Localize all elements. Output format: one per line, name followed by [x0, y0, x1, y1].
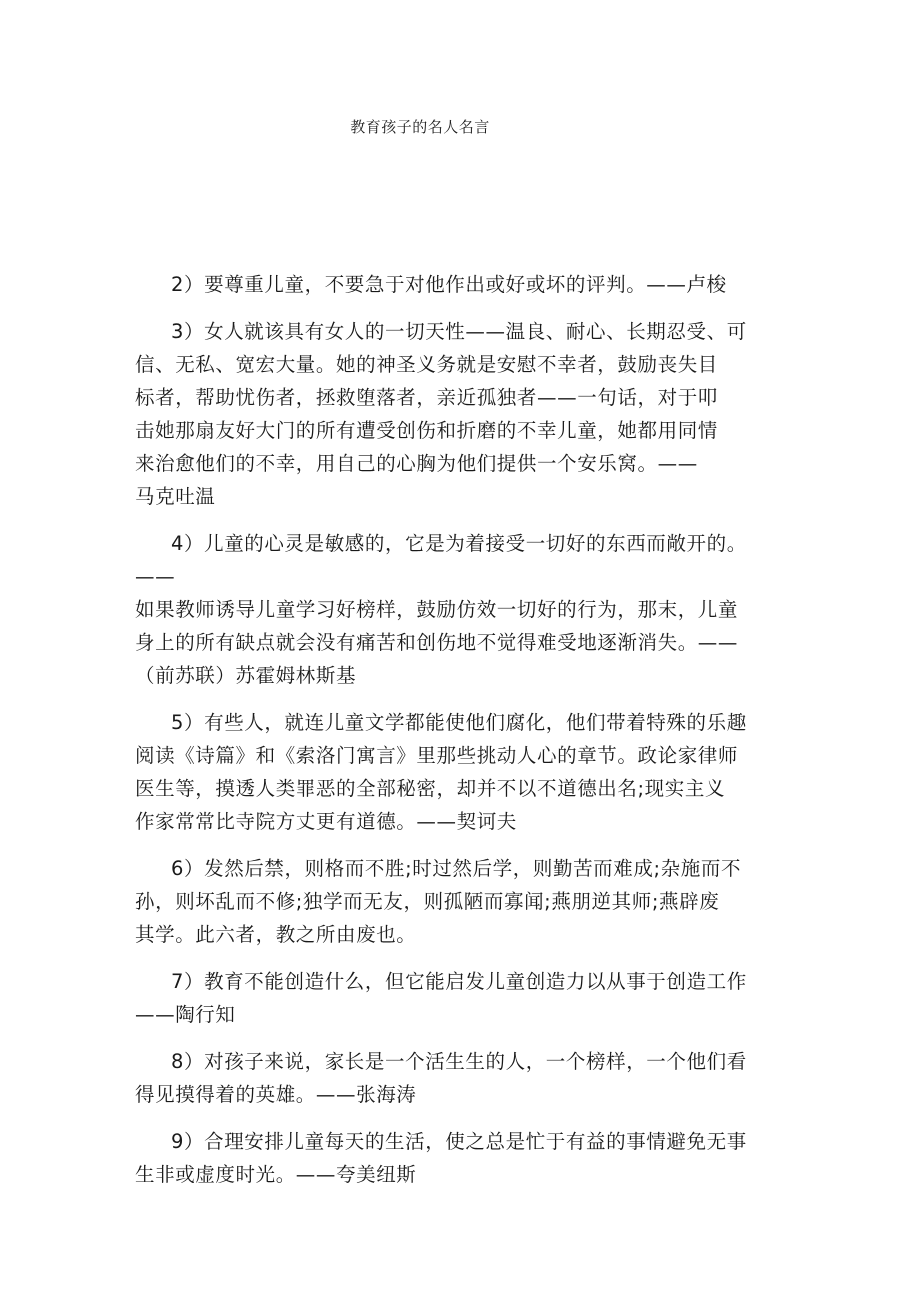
quote-8	[135, 1045, 790, 1111]
quote-list	[135, 268, 790, 1205]
quote-2	[135, 268, 790, 301]
quote-line: 孙，则坏乱而不修;独学而无友，则孤陋而寡闻;燕朋逆其师;燕辟废	[135, 890, 720, 913]
quote-line: 9）合理安排儿童每天的生活，使之总是忙于有益的事情避免无事	[171, 1130, 747, 1153]
quote-line: 其学。此六者，教之所由废也。	[135, 923, 417, 946]
quote-line: 3）女人就该具有女人的一切天性——温良、耐心、长期忍受、可	[171, 320, 747, 343]
quote-5	[135, 706, 790, 838]
quote-4	[135, 527, 790, 692]
quote-line: 7）教育不能创造什么，但它能启发儿童创造力以从事于创造工作	[171, 970, 747, 993]
quote-line: 击她那扇友好大门的所有遭受创伤和折磨的不幸儿童，她都用同情	[135, 419, 718, 442]
quote-7	[135, 965, 790, 1031]
quote-line: 8）对孩子来说，家长是一个活生生的人，一个榜样，一个他们看	[171, 1050, 747, 1073]
document-title: 教育孩子的名人名言	[350, 118, 490, 136]
quote-line: （前苏联）苏霍姆林斯基	[135, 664, 357, 687]
quote-9	[135, 1125, 790, 1191]
quote-line: 4）儿童的心灵是敏感的，它是为着接受一切好的东西而敞开的。	[171, 532, 747, 555]
quote-line: 信、无私、宽宏大量。她的神圣义务就是安慰不幸者，鼓励丧失目	[135, 353, 718, 376]
quote-line: 2）要尊重儿童，不要急于对他作出或好或坏的评判。——卢梭	[171, 273, 727, 296]
quote-line: 阅读《诗篇》和《索洛门寓言》里那些挑动人心的章节。政论家律师	[135, 744, 739, 767]
quote-line: 来治愈他们的不幸，用自己的心胸为他们提供一个安乐窝。——	[135, 452, 698, 475]
quote-line: 医生等，摸透人类罪恶的全部秘密，却并不以不道德出名;现实主义	[135, 777, 726, 800]
quote-line: ——陶行知	[135, 1003, 236, 1026]
quote-line: ——	[135, 565, 176, 588]
quote-line: 5）有些人，就连儿童文学都能使他们腐化，他们带着特殊的乐趣	[171, 711, 747, 734]
quote-6	[135, 852, 790, 951]
quote-line: 生非或虚度时光。——夸美纽斯	[135, 1163, 417, 1186]
quote-line: 6）发然后禁，则格而不胜;时过然后学，则勤苦而难成;杂施而不	[171, 857, 742, 880]
quote-line: 马克吐温	[135, 485, 216, 508]
quote-line: 如果教师诱导儿童学习好榜样，鼓励仿效一切好的行为，那末，儿童	[135, 598, 739, 621]
quote-line: 身上的所有缺点就会没有痛苦和创伤地不觉得难受地逐渐消失。——	[135, 631, 739, 654]
quote-line: 得见摸得着的英雄。——张海涛	[135, 1083, 417, 1106]
quote-line: 标者，帮助忧伤者，拯救堕落者，亲近孤独者——一句话，对于叩	[135, 386, 718, 409]
quote-line: 作家常常比寺院方丈更有道德。——契诃夫	[135, 810, 517, 833]
quote-3	[135, 315, 790, 513]
